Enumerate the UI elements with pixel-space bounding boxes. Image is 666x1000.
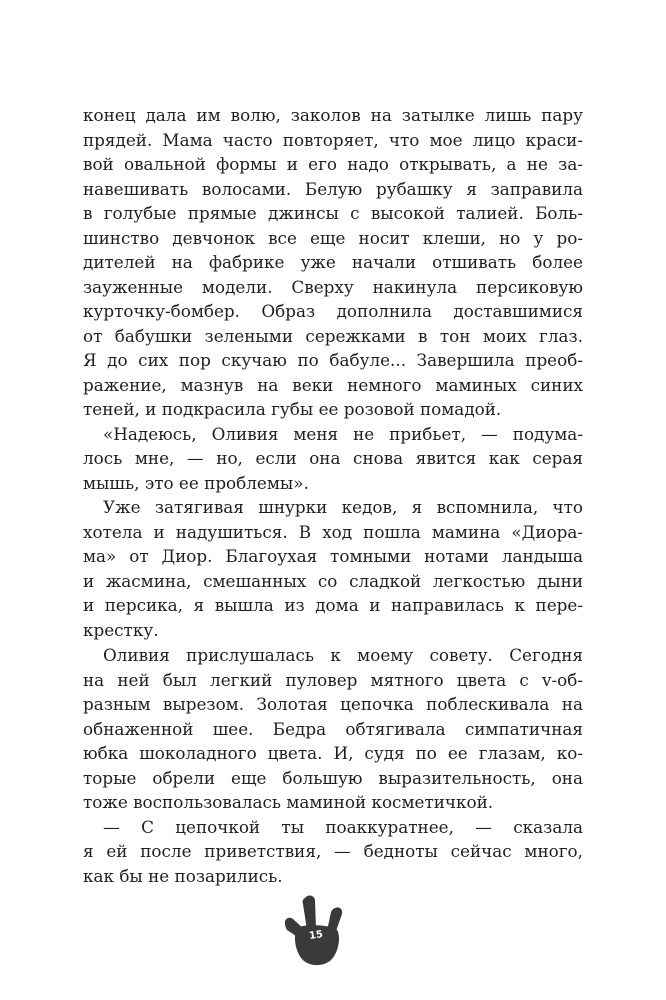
- text-line: торые обрели еще большую выразительность, она: [83, 767, 583, 788]
- text-line: дителей на фабрике уже начали отшивать более: [83, 252, 583, 272]
- text-line: крестку.: [83, 619, 159, 640]
- text-block-2: [83, 643, 583, 888]
- text-line: от бабушки зелеными сережками в тон моих глаз.: [83, 325, 583, 346]
- text-line: лось мне, — но, если она снова явится как серая: [83, 448, 583, 468]
- text-block-1: [83, 103, 583, 642]
- text-line: юбка шоколадного цвета. И, судя по ее глазам, ко-: [83, 743, 583, 763]
- text-line: я ей после приветствия, — бедноты сейчас много,: [83, 841, 583, 861]
- text-line: на ней был легкий пуловер мятного цвета с v-об-: [83, 669, 583, 690]
- text-line: — С цепочкой ты поаккуратнее, — сказала: [103, 816, 583, 837]
- text-line: обнаженной шее. Бедра обтягивала симпатичная: [83, 718, 583, 739]
- page-number: 15: [308, 929, 324, 942]
- text-line: теней, и подкрасила губы ее розовой помадой.: [83, 399, 502, 419]
- text-line: конец дала им волю, заколов на затылке лишь пару: [83, 105, 583, 125]
- text-line: хотела и надушиться. В ход пошла мамина «Диора-: [83, 521, 583, 542]
- text-line: в голубые прямые джинсы с высокой талией. Боль-: [83, 203, 583, 223]
- text-line: как бы не позарились.: [83, 865, 283, 886]
- text-line: ма» от Диор. Благоухая томными нотами ландыша: [83, 546, 583, 566]
- text-line: мышь, это ее проблемы».: [83, 472, 309, 493]
- text-line: Оливия прислушалась к моему совету. Сегодня: [103, 645, 583, 665]
- text-line: и жасмина, смешанных со сладкой легкостью дыни: [83, 570, 583, 591]
- text-line: навешивать волосами. Белую рубашку я заправила: [83, 178, 583, 199]
- text-line: тоже воспользовалась маминой косметичкой.: [83, 792, 494, 812]
- text-line: Я до сих пор скучаю по бабуле... Завершила преоб-: [83, 350, 583, 370]
- text-line: вой овальной формы и его надо открывать, а не за-: [83, 154, 583, 174]
- text-line: Уже затягивая шнурки кедов, я вспомнила, что: [103, 497, 583, 517]
- text-line: зауженные модели. Сверху накинула персиковую: [83, 276, 583, 297]
- text-line: прядей. Мама часто повторяет, что мое лицо краси-: [83, 129, 583, 150]
- text-line: «Надеюсь, Оливия меня не прибьет, — подума-: [103, 423, 583, 444]
- text-line: разным вырезом. Золотая цепочка поблескивала на: [83, 694, 583, 714]
- text-line: и персика, я вышла из дома и направилась к пере-: [83, 595, 583, 615]
- text-line: шинство девчонок все еще носит клеши, но у ро-: [83, 227, 583, 248]
- text-line: курточку-бомбер. Образ дополнила доставшимися: [83, 301, 583, 321]
- text-line: ражение, мазнув на веки немного маминых синих: [83, 374, 583, 395]
